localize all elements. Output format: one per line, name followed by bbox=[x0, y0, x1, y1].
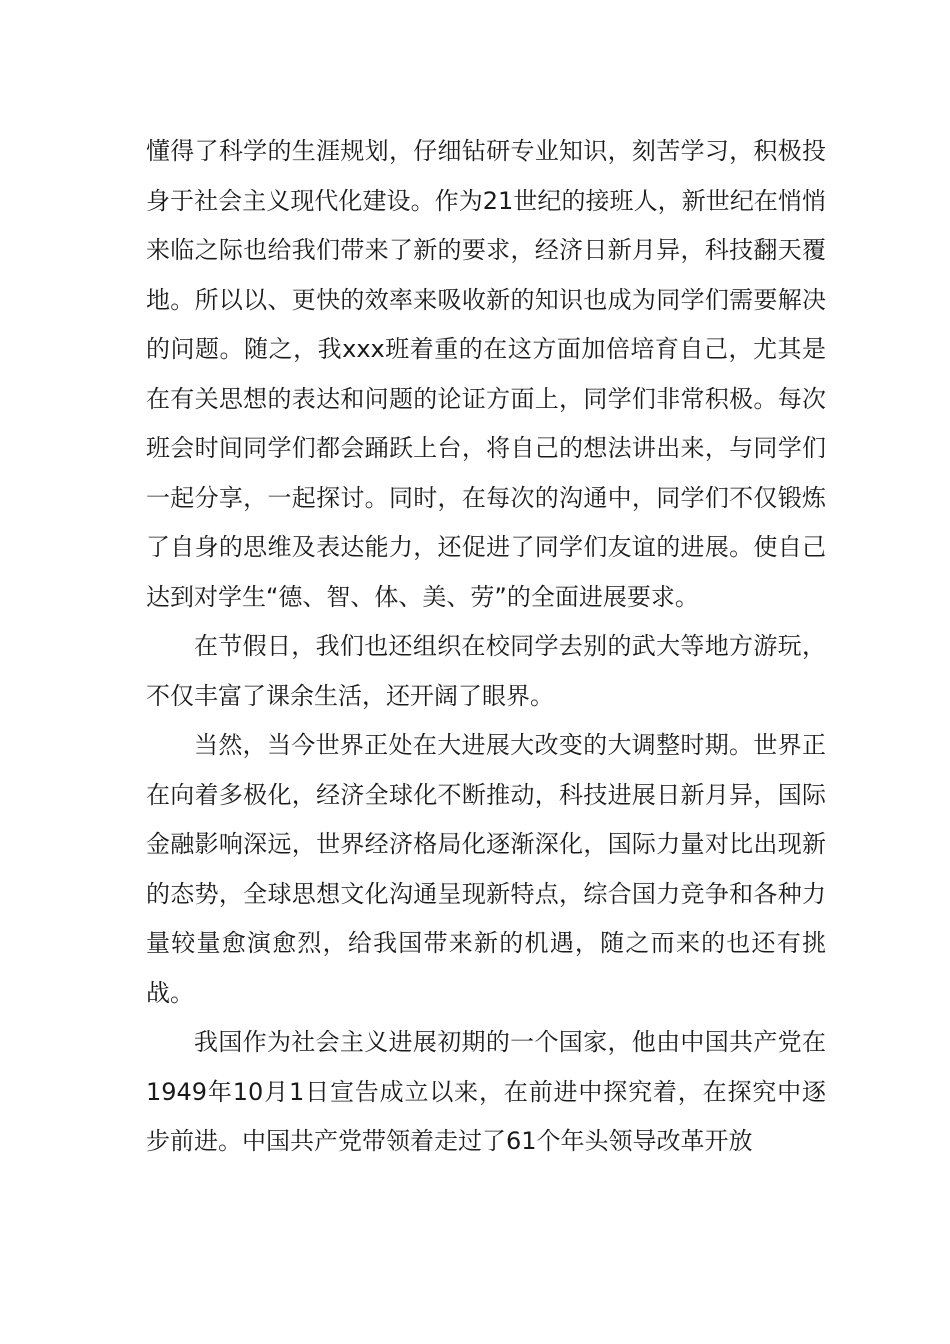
document-body bbox=[146, 127, 826, 1167]
paragraph-4: 我国作为社会主义进展初期的一个国家，他由中国共产党在1949年10月1日宣告成立以来，在前进中探究着，在探究中逐步前进。中国共产党带领着走过了61个年头领导改革开放 bbox=[146, 1028, 826, 1155]
paragraph-3: 当然，当今世界正处在大进展大改变的大调整时期。世界正在向着多极化，经济全球化不断推动，科技进展日新月异，国际金融影响深远，世界经济格局化逐渐深化，国际力量对比出现新的态势，全球思想文化沟通呈现新特点，综合国力竞争和各种力量较量愈演愈烈，给我国带来新的机遇，随之而来的也还有挑战。 bbox=[146, 731, 826, 1007]
paragraph-1: 懂得了科学的生涯规划，仔细钻研专业知识，刻苦学习，积极投身于社会主义现代化建设。作为21世纪的接班人，新世纪在悄悄来临之际也给我们带来了新的要求，经济日新月异，科技翻天覆地。所以以、更快的效率来吸收新的知识也成为同学们需要解决的问题。随之，我xxx班着重的在这方面加倍培育自己，尤其是在有关思想的表达和问题的论证方面上，同学们非常积极。每次班会时间同学们都会踊跃上台，将自己的想法讲出来，与同学们一起分享，一起探讨。同时，在每次的沟通中，同学们不仅锻炼了自身的思维及表达能力，还促进了同学们友谊的进展。使自己达到对学生“德、智、体、美、劳”的全面进展要求。 bbox=[146, 137, 826, 611]
paragraph-2: 在节假日，我们也还组织在校同学去别的武大等地方游玩，不仅丰富了课余生活，还开阔了眼界。 bbox=[146, 632, 826, 710]
